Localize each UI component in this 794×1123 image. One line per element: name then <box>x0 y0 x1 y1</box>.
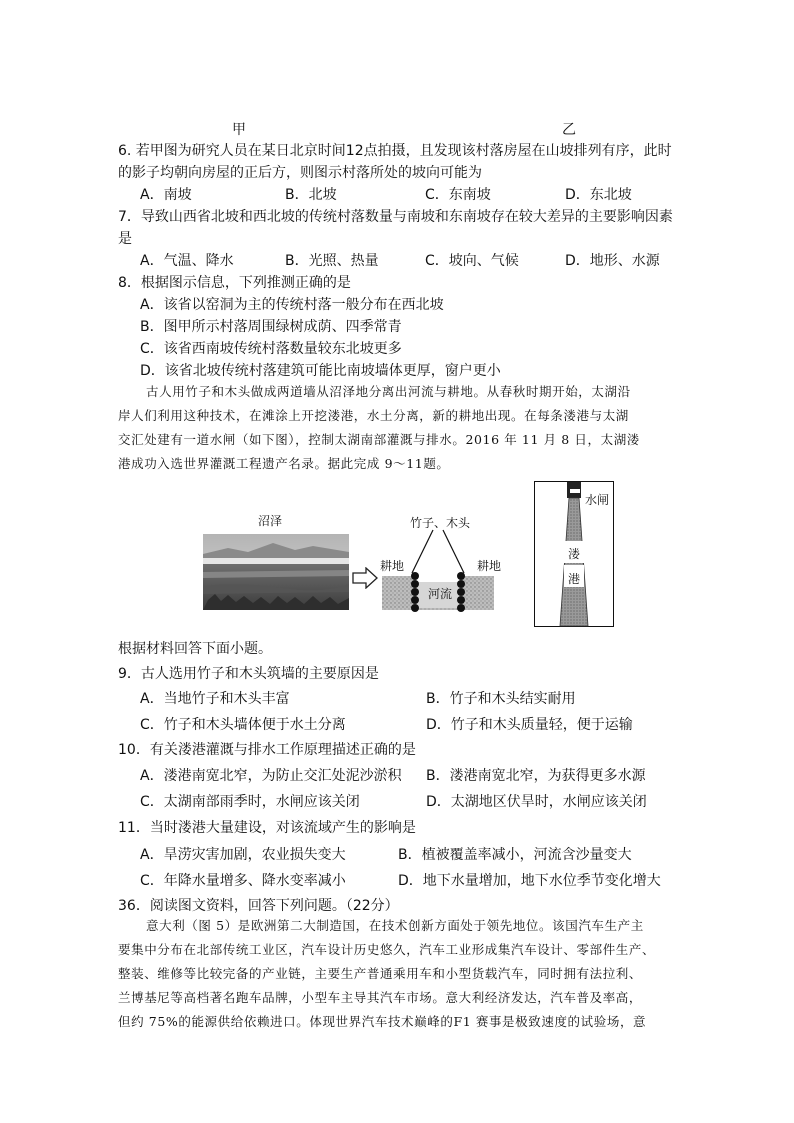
q36-line3: 整装、维修等比较完备的产业链，主要生产普通乘用车和小型货载汽车，同时拥有法拉利、 <box>118 966 643 981</box>
passage1-line4: 港成功入选世界灌溉工程遗产名录。据此完成 9～11题。 <box>118 456 450 471</box>
river-label: 河流 <box>428 587 453 601</box>
q9-stem: 9．古人选用竹子和木头筑墙的主要原因是 <box>118 666 379 682</box>
passage1-line1: 古人用竹子和木头做成两道墙从沼泽地分离出河流与耕地。从春秋时期开始，太湖沿 <box>146 384 631 399</box>
q6-stem-line1: 6. 若甲图为研究人员在某日北京时间12点拍摄，且发现该村落房屋在山坡排列有序，此时 <box>118 143 672 159</box>
lougang-char1: 溇 <box>568 547 581 561</box>
q9-option-b: B．竹子和木头结实耐用 <box>426 691 576 707</box>
q11-option-d: D．地下水量增加，地下水位季节变化增大 <box>398 873 661 889</box>
q8-option-b: B．图甲所示村落周围绿树成荫、四季常青 <box>140 319 402 335</box>
sluice-label: 水闸 <box>585 493 610 507</box>
q9-option-a: A．当地竹子和木头丰富 <box>140 691 290 707</box>
passage1-line3: 交汇处建有一道水闸（如下图），控制太湖南部灌溉与排水。2016 年 11 月 8 日，太湖溇 <box>118 432 640 447</box>
q6-option-d: D．东北坡 <box>565 187 632 203</box>
q9-option-c: C．竹子和木头墙体便于水土分离 <box>140 717 346 733</box>
q7-option-b: B．光照、热量 <box>285 253 379 269</box>
swamp-photo <box>203 534 349 610</box>
q11-option-c: C．年降水量增多、降水变率减小 <box>140 873 346 889</box>
q7-stem-line1: 7．导致山西省北坡和西北坡的传统村落数量与南坡和东南坡存在较大差异的主要影响因素 <box>118 209 673 225</box>
q10-option-d: D．太湖地区伏旱时，水闸应该关闭 <box>426 794 647 810</box>
q7-option-d: D．地形、水源 <box>565 253 660 269</box>
caption-jia: 甲 <box>232 122 246 138</box>
q7-stem-line2: 是 <box>118 231 132 247</box>
farmland-left-label: 耕地 <box>380 559 405 573</box>
q7-option-c: C．坡向、气候 <box>425 253 519 269</box>
q36-stem: 36．阅读图文资料，回答下列问题。（22分） <box>118 898 399 914</box>
q36-line4: 兰博基尼等高档著名跑车品牌，小型车主导其汽车市场。意大利经济发达，汽车普及率高， <box>118 990 643 1005</box>
passage1-line2: 岸人们利用这种技术，在滩涂上开挖溇港，水土分离，新的耕地出现。在每条溇港与太湖 <box>118 408 629 423</box>
swamp-label: 沼泽 <box>258 514 283 528</box>
q8-option-c: C．该省西南坡传统村落数量较东北坡更多 <box>140 341 402 357</box>
q8-option-a: A．该省以窑洞为主的传统村落一般分布在西北坡 <box>140 297 444 313</box>
q11-option-b: B．植被覆盖率减小，河流含沙量变大 <box>398 847 632 863</box>
q10-stem: 10．有关溇港灌溉与排水工作原理描述正确的是 <box>118 742 416 758</box>
q36-line5: 但约 75%的能源供给依赖进口。体现世界汽车技术巅峰的F1 赛事是极致速度的试验场，意 <box>118 1014 647 1029</box>
q36-line1: 意大利（图 5）是欧洲第二大制造国，在技术创新方面处于领先地位。该国汽车生产主 <box>146 918 644 933</box>
arrow-right-icon <box>352 567 378 589</box>
q9-option-d: D．竹子和木头质量轻，便于运输 <box>426 717 633 733</box>
river-cross-section <box>378 526 498 616</box>
farmland-right-label: 耕地 <box>477 559 502 573</box>
q10-option-b: B．溇港南宽北窄，为获得更多水源 <box>426 768 646 784</box>
q8-option-d: D．该省北坡传统村落建筑可能比南坡墙体更厚，窗户更小 <box>140 363 501 379</box>
q36-line2: 要集中分布在北部传统工业区，汽车设计历史悠久，汽车工业形成集汽车设计、零部件生产、 <box>118 942 656 957</box>
q6-option-c: C．东南坡 <box>425 187 491 203</box>
caption-yi: 乙 <box>562 122 576 138</box>
q10-option-c: C．太湖南部雨季时，水闸应该关闭 <box>140 794 360 810</box>
q7-option-a: A．气温、降水 <box>140 253 234 269</box>
q10-option-a: A．溇港南宽北窄，为防止交汇处泥沙淤积 <box>140 768 402 784</box>
q11-stem: 11．当时溇港大量建设，对该流域产生的影响是 <box>118 820 416 836</box>
lougang-char2: 港 <box>568 572 581 586</box>
q6-option-a: A．南坡 <box>140 187 192 203</box>
q11-option-a: A．旱涝灾害加剧，农业损失变大 <box>140 847 346 863</box>
q6-stem-line2: 的影子均朝向房屋的正后方，则图示村落所处的坡向可能为 <box>118 165 482 181</box>
bamboo-wood-label: 竹子、木头 <box>410 516 471 530</box>
q8-stem: 8．根据图示信息，下列推测正确的是 <box>118 275 351 291</box>
intro-text: 根据材料回答下面小题。 <box>118 641 272 657</box>
q6-option-b: B．北坡 <box>285 187 337 203</box>
